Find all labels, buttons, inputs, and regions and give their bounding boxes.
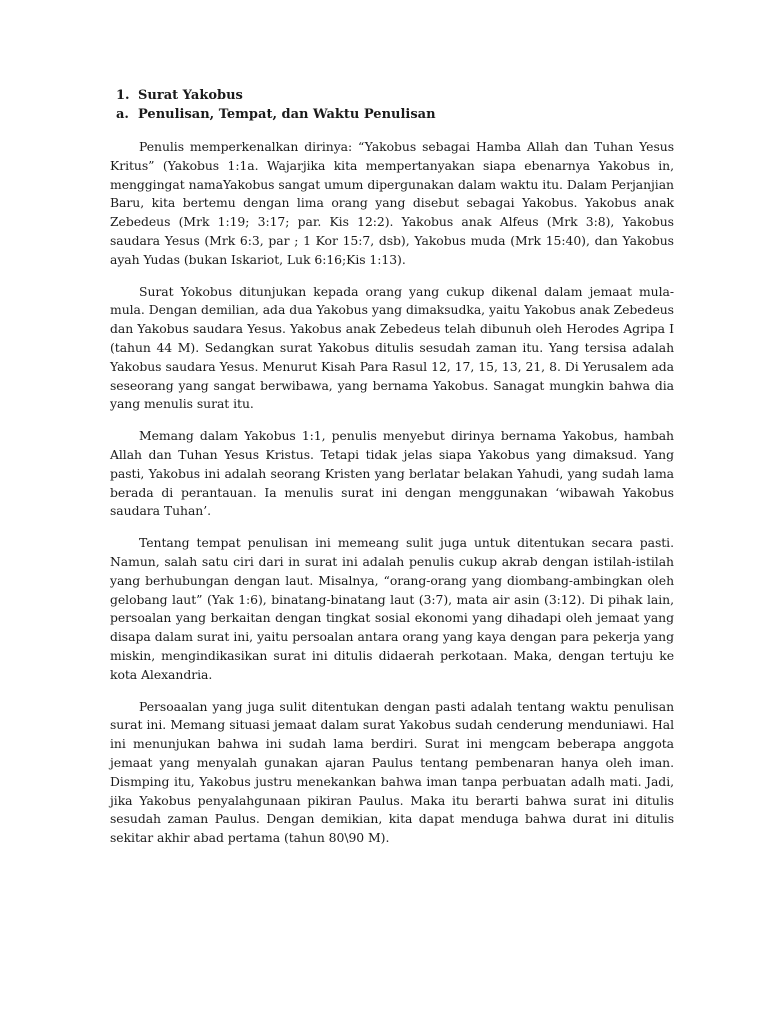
- paragraph-place: Tentang tempat penulisan ini memeang sulit juga untuk ditentukan secara pasti. Namun, salah satu ciri dari in surat ini adalah penulis cukup akrab dengan istilah-istilah yang berhubungan dengan laut. Misalnya, “orang-orang yang diombang-ambingkan oleh gelobang laut” (Yak 1:6), binatang-binatang laut (3:7), mata air asin (3:12). Di pihak lain, persoalan yang berkaitan dengan tingkat sosial ekonomi yang dihadapi oleh jemaat yang disapa dalam surat ini, yaitu persoalan antara orang yang kaya dengan para pekerja yang miskin, mengindikasikan surat ini ditulis didaerah perkotaan. Maka, dengan tertuju ke kota Alexandria.: [110, 535, 674, 682]
- heading-list: [110, 86, 674, 124]
- paragraph-author: Penulis memperkenalkan dirinya: “Yakobus sebagai Hamba Allah dan Tuhan Yesus Kritus” (Yakobus 1:1a. Wajarjika kita mempertanyakan siapa ebenarnya Yakobus in, menggingat namaYakobus sangat umum dipergunakan dalam waktu itu. Dalam Perjanjian Baru, kita bertemu dengan lima orang yang disebut sebagai Yakobus. Yakobus anak Zebedeus (Mrk 1:19; 3:17; par. Kis 12:2). Yakobus anak Alfeus (Mrk 3:8), Yakobus saudara Yesus (Mrk 6:3, par ; 1 Kor 15:7, dsb), Yakobus muda (Mrk 15:40), dan Yakobus ayah Yudas (bukan Iskariot, Luk 6:16;Kis 1:13).: [110, 139, 674, 267]
- heading-title: Surat Yakobus: [138, 88, 243, 103]
- paragraph-identity: Memang dalam Yakobus 1:1, penulis menyebut dirinya bernama Yakobus, hambah Allah dan Tuhan Yesus Kristus. Tetapi tidak jelas siapa Yakobus yang dimaksud. Yang pasti, Yakobus ini adalah seorang Kristen yang berlatar belakan Yahudi, yang sudah lama berada di perantauan. Ia menulis surat ini dengan menggunakan ‘wibawah Yakobus saudara Tuhan’.: [110, 428, 674, 519]
- section-heading: [110, 86, 674, 105]
- document-page: [110, 86, 674, 861]
- heading-number: 1.: [116, 88, 130, 103]
- paragraph-addressee: Surat Yokobus ditunjukan kepada orang yang cukup dikenal dalam jemaat mula-mula. Dengan demilian, ada dua Yakobus yang dimaksudka, yaitu Yakobus anak Zebedeus dan Yakobus saudara Yesus. Yakobus anak Zebedeus telah dibunuh oleh Herodes Agripa I (tahun 44 M). Sedangkan surat Yakobus ditulis sesudah zaman itu. Yang tersisa adalah Yakobus saudara Yesus. Menurut Kisah Para Rasul 12, 17, 15, 13, 21, 8. Di Yerusalem ada seseorang yang sangat berwibawa, yang bernama Yakobus. Sanagat mungkin bahwa dia yang menulis surat itu.: [110, 283, 674, 412]
- heading-title: Penulisan, Tempat, dan Waktu Penulisan: [138, 107, 436, 122]
- subsection-heading: [110, 105, 674, 124]
- paragraph-time: Persoaalan yang juga sulit ditentukan dengan pasti adalah tentang waktu penulisan surat ini. Memang situasi jemaat dalam surat Yakobus sudah cenderung menduniawi. Hal ini menunjukan bahwa ini sudah lama berdiri. Surat ini mengcam beberapa anggota jemaat yang menyalah gunakan ajaran Paulus tentang pembenaran hanya oleh iman. Dismping itu, Yakobus justru menekankan bahwa iman tanpa perbuatan adalh mati. Jadi, jika Yakobus penyalahgunaan pikiran Paulus. Maka itu berarti bahwa surat ini ditulis sesudah zaman Paulus. Dengan demikian, kita dapat menduga bahwa durat ini ditulis sekitar akhir abad pertama (tahun 80\90 M).: [110, 698, 674, 846]
- heading-number: a.: [116, 107, 129, 122]
